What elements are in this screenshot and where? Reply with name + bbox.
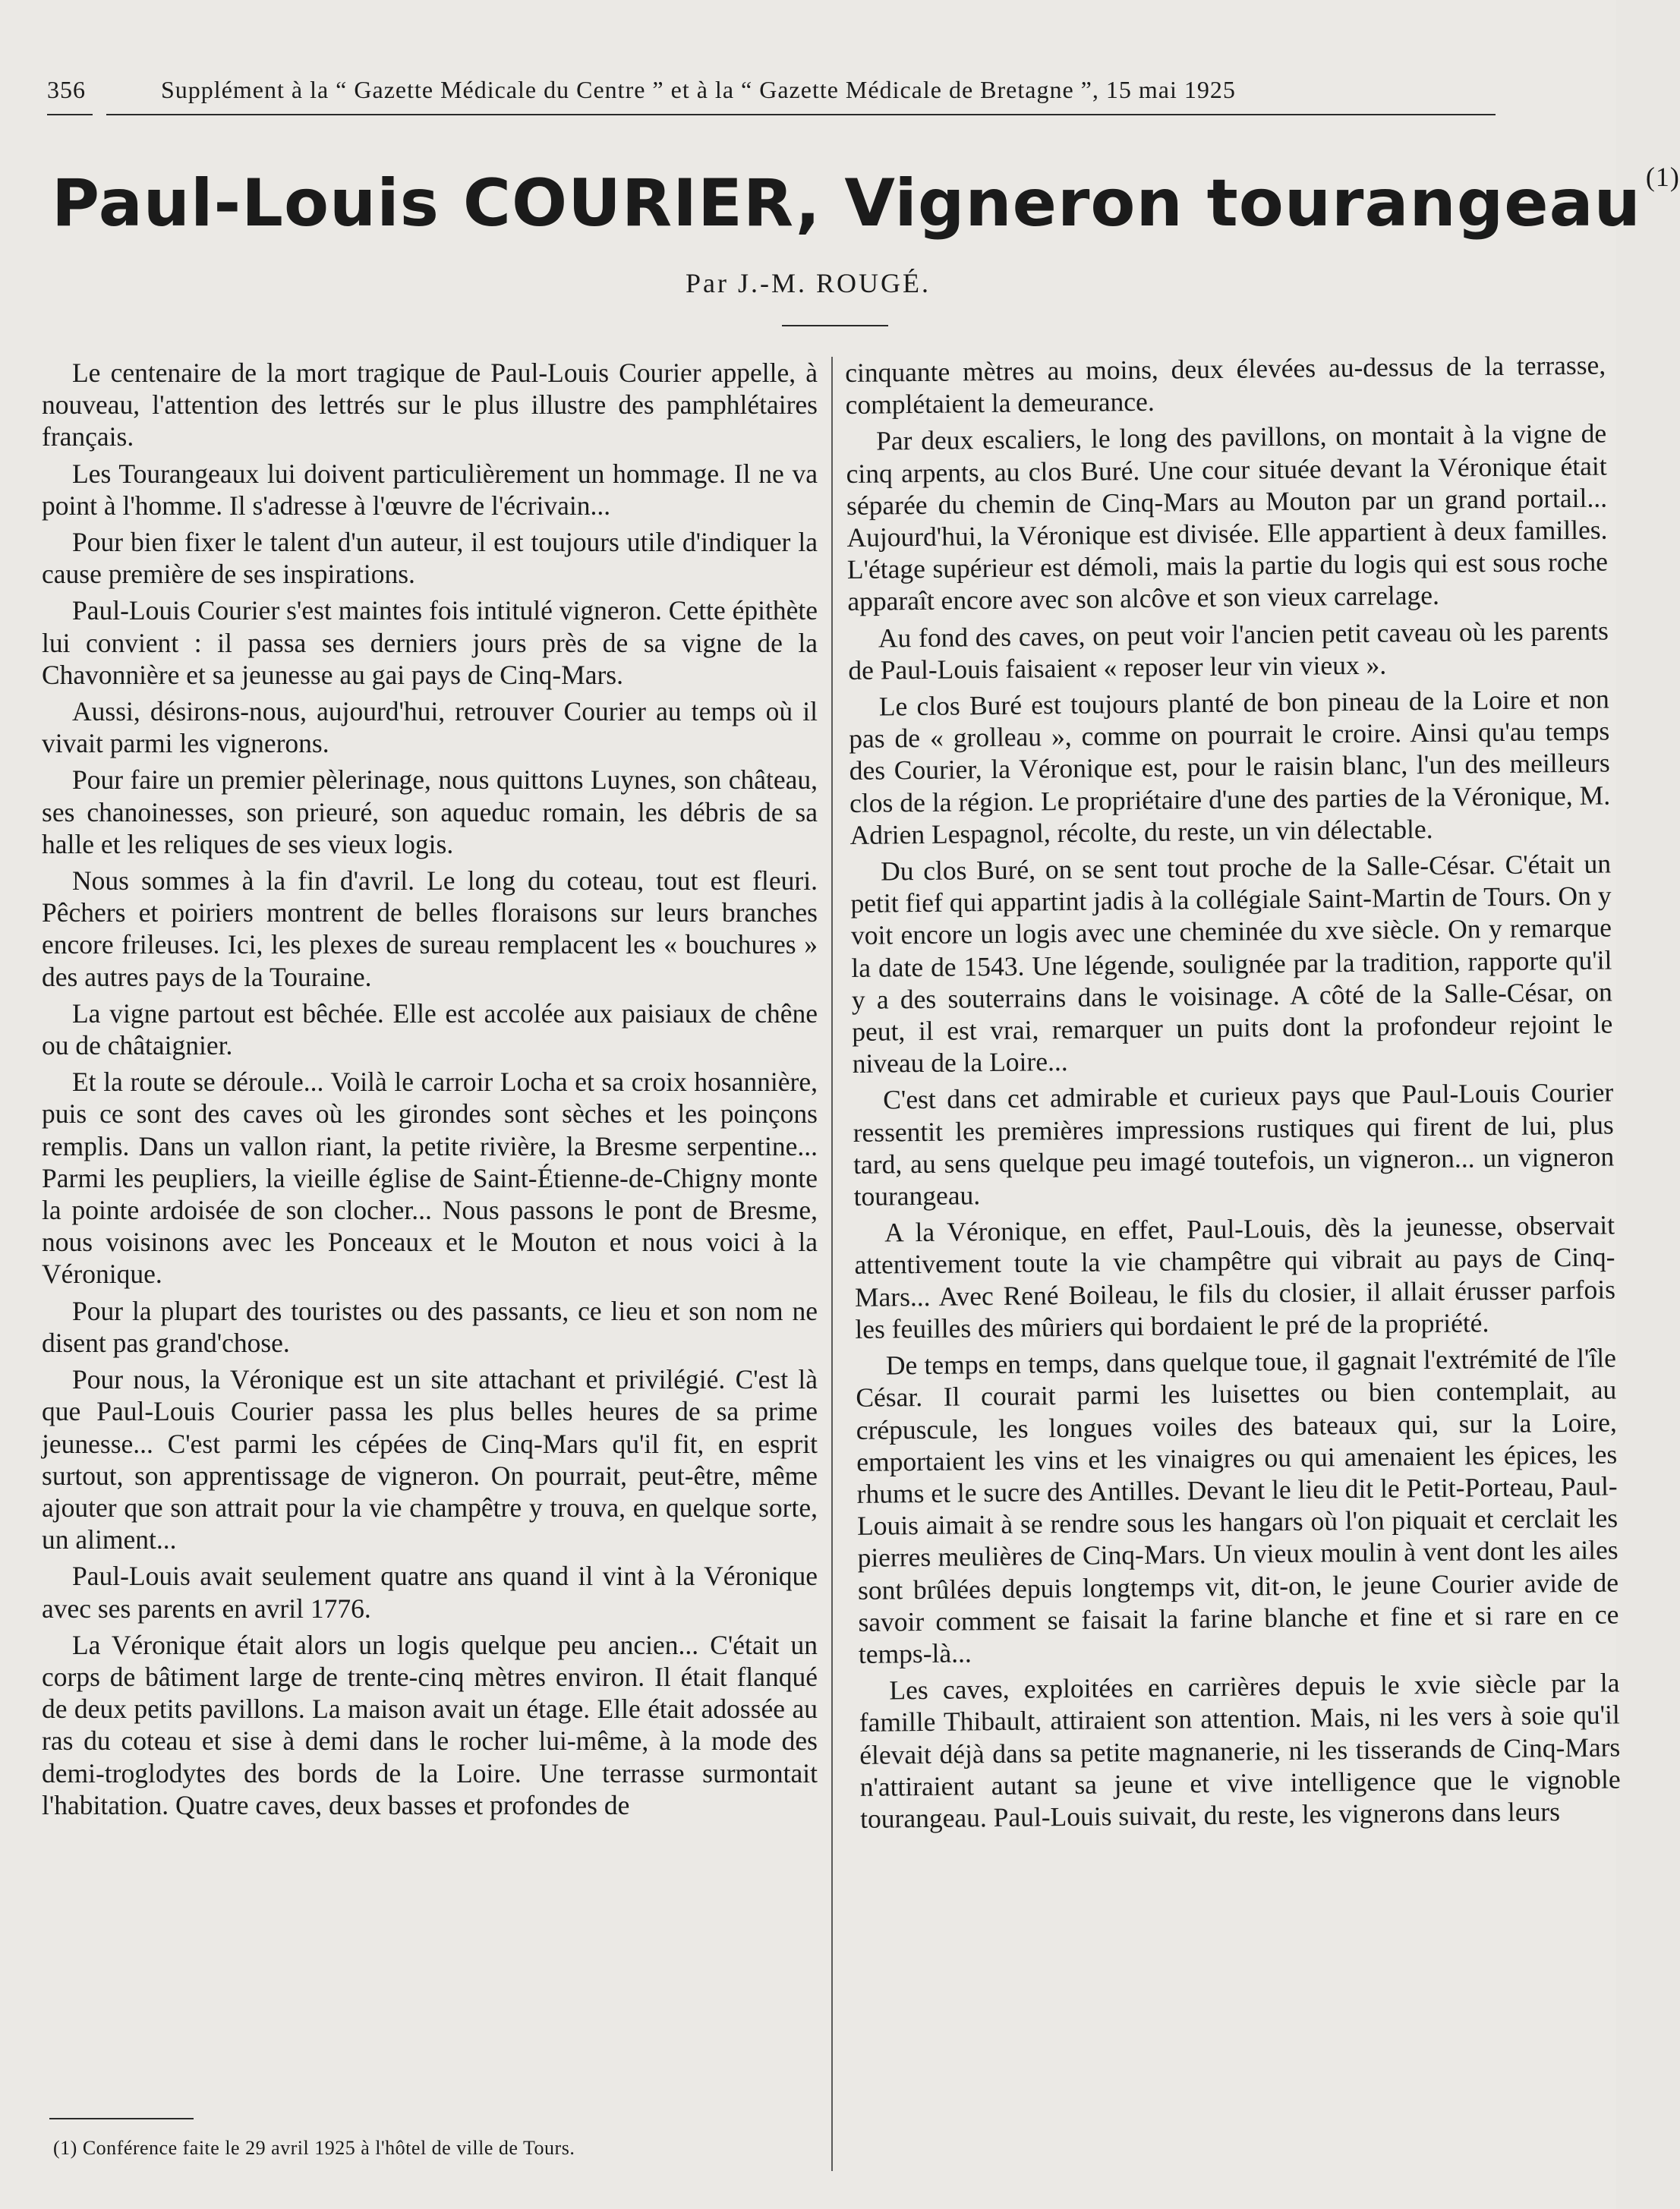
- paragraph: Les Tourangeaux lui doivent particulièrement un hommage. Il ne va point à l'homme. Il s'adresse à l'œuvre de l'écrivain...: [42, 458, 818, 521]
- paragraph: De temps en temps, dans quelque toue, il gagnait l'extrémité de l'île César. Il courait parmi les luisettes ou bien contemplait, au crépuscule, les longues voiles des bateaux qui, sur la Loire, emportaient les vins et les vinaigres ou qui amenaient les épices, les rhums et le sucre des Antilles. Devant le lieu dit le Petit-Porteau, Paul-Louis aimait à se rendre sous les hangars où l'on piquait et cerclait les pierres meulières de Cinq-Mars. Un vieux moulin à vent dont les ailes sont brûlées depuis longtemps vit, dit-on, le jeune Courier avide de savoir comment se faisait la farine blanche et fine et si rare en ce temps-là...: [856, 1342, 1619, 1669]
- paragraph: Nous sommes à la fin d'avril. Le long du coteau, tout est fleuri. Pêchers et poiriers montrent de belles floraisons sur leurs branches encore frileuses. Ici, les plexes de sureau remplacent les « bouchures » des autres pays de la Touraine.: [42, 865, 818, 992]
- header-rule: [106, 114, 1496, 115]
- paragraph: Le clos Buré est toujours planté de bon pineau de la Loire et non pas de « grolleau », comme on pourrait le croire. Ainsi qu'au temps des Courier, la Véronique est, pour le raisin blanc, l'un des meilleurs clos de la région. Le propriétaire d'une des parties de la Véronique, M. Adrien Lespagnol, récolte, du reste, un vin délectable.: [849, 683, 1611, 850]
- paragraph: Par deux escaliers, le long des pavillons, on montait à la vigne de cinq arpents, au clos Buré. Une cour située devant la Véronique était séparée du chemin de Cinq-Mars au Mouton par un grand portail... Aujourd'hui, la Véronique est divisée. Elle appartient à deux familles. L'étage supérieur est démoli, mais la partie du logis qui est sous roche apparaît encore avec son alcôve et son vieux carrelage.: [846, 418, 1609, 617]
- title-sub: Vigneron tourangeau: [844, 165, 1641, 241]
- paragraph: Pour faire un premier pèlerinage, nous quittons Luynes, son château, ses chanoinesses, son prieuré, son aqueduc romain, les débris de sa halle et les reliques de ses vieux logis.: [42, 764, 818, 859]
- footnote-rule: [49, 2118, 194, 2119]
- right-column: [845, 349, 1621, 1840]
- paragraph: Les caves, exploitées en carrières depuis le xvie siècle par la famille Thibault, attiraient son attention. Mais, ni les vers à soie qu'il élevait déjà dans sa petite magnanerie, ni les tisserands de Cinq-Mars n'attiraient autant sa jeune et vive intelligence que le vignoble tourangeau. Paul-Louis suivait, du reste, les vignerons dans leurs: [859, 1667, 1621, 1834]
- paragraph: Au fond des caves, on peut voir l'ancien petit caveau où les parents de Paul-Louis faisaient « reposer leur vin vieux ».: [848, 615, 1609, 685]
- title-main: Paul-Louis COURIER,: [52, 165, 821, 241]
- paragraph: A la Véronique, en effet, Paul-Louis, dès la jeunesse, observait attentivement toute la vie champêtre qui vibrait au pays de Cinq-Mars... Avec René Boileau, le fils du closier, il allait érusser parfois les feuilles des mûriers qui bordaient le pré de la propriété.: [854, 1209, 1616, 1344]
- paragraph: Aussi, désirons-nous, aujourd'hui, retrouver Courier au temps où il vivait parmi les vignerons.: [42, 696, 818, 759]
- header-rule-left: [47, 114, 93, 115]
- byline-rule: [782, 325, 888, 326]
- article-title: [52, 162, 1680, 241]
- running-title: Supplément à la “ Gazette Médicale du Centre ” et à la “ Gazette Médicale de Bretagne ”, 15 mai 1925: [161, 76, 1236, 103]
- paragraph: Paul-Louis avait seulement quatre ans quand il vint à la Véronique avec ses parents en avril 1776.: [42, 1561, 818, 1624]
- title-footnote-mark: (1): [1645, 162, 1680, 192]
- paragraph: Du clos Buré, on se sent tout proche de la Salle-César. C'était un petit fief qui appartint jadis à la collégiale Saint-Martin de Tours. On y voit encore un logis avec une cheminée du xve siècle. On y remarque la date de 1543. Une légende, soulignée par la tradition, rapporte qu'il y a des souterrains dans le voisinage. A côté de la Salle-César, on peut, il est vrai, remarquer un puits dont la profondeur rejoint le niveau de la Loire...: [850, 848, 1613, 1079]
- footnote: (1) Conférence faite le 29 avril 1925 à l'hôtel de ville de Tours.: [53, 2137, 575, 2159]
- page-number: 356: [47, 76, 86, 103]
- paragraph: Pour la plupart des touristes ou des passants, ce lieu et son nom ne disent pas grand'chose.: [42, 1295, 818, 1358]
- paragraph: Pour bien fixer le talent d'un auteur, il est toujours utile d'indiquer la cause première de ses inspirations.: [42, 527, 818, 590]
- paragraph: La vigne partout est bêchée. Elle est accolée aux paisiaux de chêne ou de châtaignier.: [42, 997, 818, 1061]
- paragraph: Pour nous, la Véronique est un site attachant et privilégié. C'est là que Paul-Louis Courier passa les plus belles heures de sa prime jeunesse... C'est parmi les cépées de Cinq-Mars qu'il fit, en esprit surtout, son apprentissage de vigneron. On pourrait, peut-être, même ajouter que son attrait pour la vie champêtre y trouva, en quelque sorte, un aliment...: [42, 1364, 818, 1555]
- left-column: [42, 357, 818, 1826]
- page-header: [47, 76, 1489, 104]
- paragraph: Paul-Louis Courier s'est maintes fois intitulé vigneron. Cette épithète lui convient : il passa ses derniers jours près de sa vigne de la Chavonnière et sa jeunesse au gai pays de Cinq-Mars.: [42, 595, 818, 690]
- column-divider: [831, 357, 833, 2171]
- paragraph: Le centenaire de la mort tragique de Paul-Louis Courier appelle, à nouveau, l'attention des lettrés sur le plus illustre des pamphlétaires français.: [42, 358, 818, 452]
- paragraph: Et la route se déroule... Voilà le carroir Locha et sa croix hosannière, puis ce sont des caves où les girondes sont sèches et les poinçons remplis. Dans un vallon riant, la petite rivière, la Bresme serpentine... Parmi les peupliers, la vieille église de Saint-Étienne-de-Chigny monte la pointe ardoisée de son clocher... Nous passons le pont de Bresme, nous voisinons avec les Ponceaux et le Mouton et nous voici à la Véronique.: [42, 1067, 818, 1290]
- paragraph-continued: cinquante mètres au moins, deux élevées au-dessus de la terrasse, complétaient la demeurance.: [845, 349, 1606, 421]
- byline: Par J.-M. ROUGÉ.: [686, 268, 931, 298]
- paragraph: La Véronique était alors un logis quelque peu ancien... C'était un corps de bâtiment large de trente-cinq mètres environ. Il était flanqué de deux petits pavillons. La maison avait un étage. Elle était adossée au ras du coteau et sise à demi dans le rocher lui-même, à la mode des demi-troglodytes des bords de la Loire. Une terrasse surmontait l'habitation. Quatre caves, deux basses et profondes de: [42, 1629, 818, 1820]
- paragraph: C'est dans cet admirable et curieux pays que Paul-Louis Courier ressentit les premières impressions rustiques qui firent de lui, plus tard, au sens quelque peu imagé toutefois, un vigneron... un vigneron tourangeau.: [853, 1076, 1615, 1212]
